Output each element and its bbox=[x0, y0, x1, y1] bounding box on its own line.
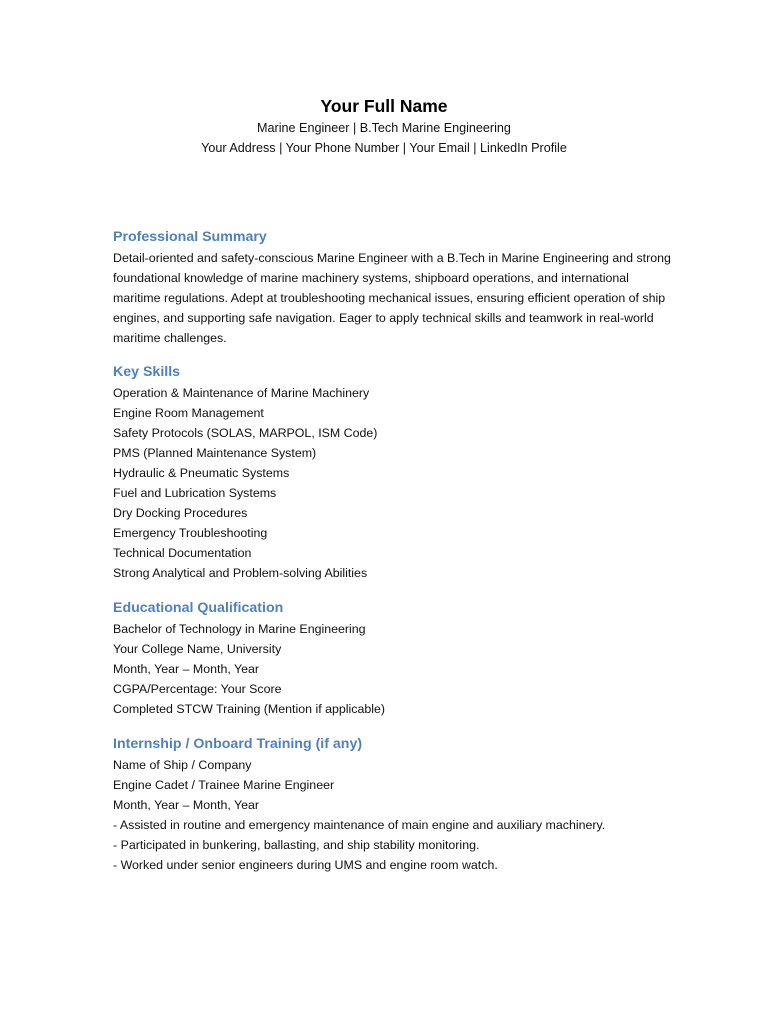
section-key-skills bbox=[113, 361, 673, 583]
skill-item: Fuel and Lubrication Systems bbox=[113, 486, 277, 500]
internship-item: - Worked under senior engineers during UMS and engine room watch. bbox=[113, 858, 498, 872]
skills-list bbox=[113, 383, 673, 583]
skill-item: Hydraulic & Pneumatic Systems bbox=[113, 466, 290, 480]
section-title-skills: Key Skills bbox=[113, 364, 181, 380]
education-list bbox=[113, 619, 673, 719]
skill-item: Emergency Troubleshooting bbox=[113, 526, 268, 540]
skill-item: Strong Analytical and Problem-solving Abilities bbox=[113, 566, 368, 580]
internship-item: Name of Ship / Company bbox=[113, 758, 252, 772]
section-education bbox=[113, 597, 673, 719]
section-internship bbox=[113, 733, 673, 875]
skill-item: Technical Documentation bbox=[113, 546, 252, 560]
section-title-education: Educational Qualification bbox=[113, 600, 284, 616]
education-item: Your College Name, University bbox=[113, 642, 282, 656]
internship-item: - Assisted in routine and emergency maintenance of main engine and auxiliary machinery. bbox=[113, 818, 606, 832]
education-item: Bachelor of Technology in Marine Engineering bbox=[113, 622, 366, 636]
resume-body bbox=[113, 226, 673, 875]
section-spacer bbox=[113, 583, 673, 597]
section-title-summary: Professional Summary bbox=[113, 229, 267, 245]
skill-item: Safety Protocols (SOLAS, MARPOL, ISM Code) bbox=[113, 426, 378, 440]
internship-item: Engine Cadet / Trainee Marine Engineer bbox=[113, 778, 335, 792]
skill-item: Operation & Maintenance of Marine Machinery bbox=[113, 386, 370, 400]
section-professional-summary bbox=[113, 226, 673, 348]
skill-item: PMS (Planned Maintenance System) bbox=[113, 446, 317, 460]
internship-list bbox=[113, 755, 673, 875]
education-item: CGPA/Percentage: Your Score bbox=[113, 682, 282, 696]
tagline: Marine Engineer | B.Tech Marine Engineering bbox=[257, 121, 511, 135]
resume-header bbox=[0, 94, 768, 158]
section-spacer bbox=[113, 719, 673, 733]
skill-item: Dry Docking Procedures bbox=[113, 506, 248, 520]
section-title-internship: Internship / Onboard Training (if any) bbox=[113, 736, 363, 752]
internship-item: Month, Year – Month, Year bbox=[113, 798, 260, 812]
education-item: Month, Year – Month, Year bbox=[113, 662, 260, 676]
full-name: Your Full Name bbox=[320, 96, 448, 116]
education-item: Completed STCW Training (Mention if applicable) bbox=[113, 702, 386, 716]
internship-item: - Participated in bunkering, ballasting, and ship stability monitoring. bbox=[113, 838, 480, 852]
section-spacer bbox=[113, 348, 673, 361]
summary-text: Detail-oriented and safety-conscious Marine Engineer with a B.Tech in Marine Engineering and strong foundational knowledge of marine machinery systems, shipboard operations, and international maritime regulations. Adept at troubleshooting mechanical issues, ensuring efficient operation of ship engines, and supporting safe navigation. Eager to apply technical skills and teamwork in real-world maritime challenges. bbox=[113, 251, 671, 345]
skill-item: Engine Room Management bbox=[113, 406, 264, 420]
contact-line: Your Address | Your Phone Number | Your Email | LinkedIn Profile bbox=[201, 141, 567, 155]
